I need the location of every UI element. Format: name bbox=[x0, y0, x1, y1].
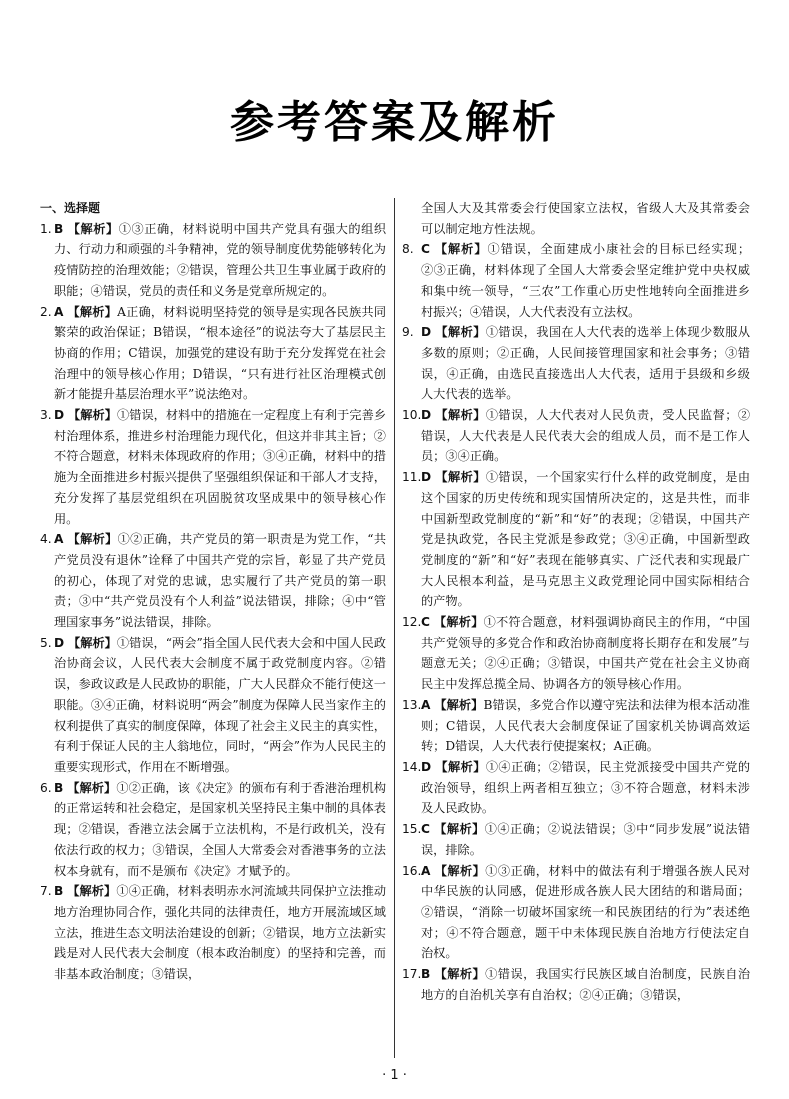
answer-item bbox=[402, 695, 750, 757]
answer-letter: A bbox=[421, 863, 431, 878]
answer-letter: B bbox=[54, 884, 64, 899]
continued-text: 全国人大及其常委会行使国家立法权，省级人大及其常委会可以制定地方性法规。 bbox=[421, 201, 750, 236]
right-column bbox=[402, 198, 750, 1005]
item-number: 14. bbox=[402, 759, 422, 774]
right-answer-list bbox=[402, 239, 750, 1005]
item-number: 7. bbox=[40, 884, 52, 899]
answer-item bbox=[402, 819, 750, 860]
item-number: 16. bbox=[402, 863, 422, 878]
answer-item bbox=[40, 302, 386, 406]
answer-letter: D bbox=[421, 325, 432, 340]
analysis-tag: 【解析】 bbox=[434, 242, 488, 257]
analysis-tag: 【解析】 bbox=[435, 408, 486, 423]
answer-letter: C bbox=[421, 615, 430, 630]
answer-letter: A bbox=[421, 697, 431, 712]
analysis-text: ①错误，我国实行民族区域自治制度，民族自治地方的自治机关享有自治权；②④正确；③错误， bbox=[421, 967, 751, 1002]
analysis-tag: 【解析】 bbox=[434, 615, 484, 630]
answer-item bbox=[402, 964, 750, 1005]
analysis-text: ①错误，人大代表对人民负责，受人民监督；②错误，人大代表是人民代表大会的组成人员，而不是工作人员；③④正确。 bbox=[421, 408, 751, 464]
analysis-tag: 【解析】 bbox=[67, 304, 118, 319]
answer-letter: C bbox=[421, 822, 430, 837]
analysis-tag: 【解析】 bbox=[435, 470, 486, 485]
section-heading: 一、选择题 bbox=[40, 201, 101, 215]
page-title: 参考答案及解析 bbox=[230, 97, 559, 148]
analysis-text: ①不符合题意，材料强调协商民主的作用，“中国共产党领导的多党合作和政治协商制度将长期存在和发展”与题意无关；②④正确；③错误，中国共产党在社会主义协商民主中发挥总揽全局、协调各方的领导核心作用。 bbox=[421, 615, 751, 692]
analysis-tag: 【解析】 bbox=[434, 697, 484, 712]
analysis-text: ①③正确，材料中的做法有利于增强各族人民对中华民族的认同感，促进形成各族人民大团结的和谐局面；②错误，“消除一切破坏国家统一和民族团结的行为”表述绝对；④不符合题意，题干中未体现民族自治地方行使法定自治权。 bbox=[421, 863, 751, 961]
item-number: 3. bbox=[40, 408, 52, 423]
answer-letter: B bbox=[54, 221, 64, 236]
answer-letter: B bbox=[421, 967, 431, 982]
item-number: 6. bbox=[40, 780, 52, 795]
item-number: 5. bbox=[40, 635, 52, 650]
answer-letter: D bbox=[421, 408, 432, 423]
answer-item bbox=[402, 239, 750, 322]
analysis-text: ①错误，“两会”指全国人民代表大会和中国人民政治协商会议，人民代表大会制度不属于政党制度内容。②错误，参政议政是人民政协的职能，广大人民群众不能行使这一职能。③④正确，材料说明“两会”制度为保障人民当家作主的权利提供了真实的制度保障，体现了社会主义民主的真实性，有利于保证人民的主人翁地位，同时，“两会”作为人民民主的重要实现形式，作用在不断增强。 bbox=[54, 635, 386, 774]
answer-item bbox=[402, 467, 750, 612]
item-number: 11. bbox=[402, 470, 422, 485]
analysis-text: A正确，材料说明坚持党的领导是实现各民族共同繁荣的政治保证；B错误，“根本途径”的说法夸大了基层民主协商的作用；C错误，加强党的建设有助于充分发挥党在社会治理中的领导核心作用；D错误，“只有进行社区治理模式创新才能提升基层治理水平”说法绝对。 bbox=[54, 304, 387, 402]
column-divider bbox=[394, 198, 395, 1058]
answer-letter: A bbox=[54, 532, 64, 547]
answer-item bbox=[402, 322, 750, 405]
item-number: 15. bbox=[402, 822, 422, 837]
analysis-tag: 【解析】 bbox=[434, 822, 485, 837]
analysis-tag: 【解析】 bbox=[434, 967, 486, 982]
analysis-text: ①③正确，材料说明中国共产党具有强大的组织力、行动力和顽强的斗争精神，党的领导制度优势能够转化为疫情防控的治理效能；②错误，管理公共卫生事业属于政府的职能；④错误，党员的责任和义务是党章所规定的。 bbox=[54, 221, 387, 298]
answer-letter: D bbox=[54, 635, 65, 650]
analysis-tag: 【解析】 bbox=[435, 759, 486, 774]
answer-letter: D bbox=[421, 470, 432, 485]
page-number: · 1 · bbox=[382, 1068, 407, 1083]
analysis-tag: 【解析】 bbox=[67, 780, 117, 795]
item-number: 8. bbox=[402, 242, 414, 257]
analysis-tag: 【解析】 bbox=[68, 635, 117, 650]
answer-letter: B bbox=[54, 780, 64, 795]
item-number: 17. bbox=[402, 967, 422, 982]
answer-letter: D bbox=[421, 759, 432, 774]
analysis-tag: 【解析】 bbox=[67, 884, 117, 899]
answer-item bbox=[40, 219, 386, 302]
answer-item bbox=[40, 633, 386, 778]
answer-item bbox=[40, 778, 386, 882]
analysis-text: ①②正确，该《决定》的颁布有利于香港治理机构的正常运转和社会稳定，是国家机关坚持民主集中制的具体表现；②错误，香港立法会属于立法机构，不是行政机关，没有依法行政的权力；③错误，全国人大常委会对香港事务的立法权本身就有，而不是颁布《决定》才赋予的。 bbox=[54, 780, 387, 878]
analysis-text: B错误，多党合作以遵守宪法和法律为根本活动准则；C错误，人民代表大会制度保证了国家机关协调高效运转；D错误，人大代表行使提案权；A正确。 bbox=[421, 697, 750, 754]
answer-item bbox=[40, 881, 386, 985]
analysis-text: ①错误，一个国家实行什么样的政党制度，是由这个国家的历史传统和现实国情所决定的，这是共性，而非中国新型政党制度的“新”和“好”的表现；②错误，中国共产党是执政党，各民主党派是参政党；③④正确，中国新型政党制度的“新”和“好”表现在能够真实、广泛代表和实现最广大人民根本利益，是马克思主义政党理论同中国实际相结合的产物。 bbox=[421, 470, 751, 609]
item-number: 13. bbox=[402, 697, 422, 712]
answer-letter: D bbox=[54, 408, 65, 423]
answer-item bbox=[40, 405, 386, 529]
analysis-text: ①错误，全面建成小康社会的目标已经实现；②③正确，材料体现了全国人大常委会坚定维护党中央权威和集中统一领导，“三农”工作重心历史性地转向全面推进乡村振兴；④错误，人大代表没有立法权。 bbox=[421, 242, 751, 319]
item-number: 12. bbox=[402, 615, 422, 630]
answer-item bbox=[402, 612, 750, 695]
analysis-text: ①②正确，共产党员的第一职责是为党工作，“共产党员没有退休”诠释了中国共产党的宗旨，彰显了共产党员的初心，体现了对党的忠诚，忠实履行了共产党员的第一职责；③中“共产党员没有个人利益”说法错误，排除；④中“管理国家事务”说法错误，排除。 bbox=[54, 532, 387, 630]
analysis-text: ①④正确；②错误，民主党派接受中国共产党的政治领导，组织上两者相互独立；③不符合题意，材料未涉及人民政协。 bbox=[421, 759, 751, 816]
answer-item bbox=[402, 861, 750, 965]
left-column bbox=[40, 198, 386, 985]
analysis-text: ①错误，我国在人大代表的选举上体现少数服从多数的原则；②正确，人民间接管理国家和社会事务；③错误，④正确，由选民直接选出人大代表，适用于县级和乡级人大代表的选举。 bbox=[421, 325, 751, 402]
analysis-tag: 【解析】 bbox=[434, 863, 486, 878]
item-number: 4. bbox=[40, 532, 52, 547]
answer-item bbox=[40, 529, 386, 633]
answer-letter: C bbox=[421, 242, 430, 257]
answer-item bbox=[402, 405, 750, 467]
item-number: 2. bbox=[40, 304, 52, 319]
item-number: 9. bbox=[402, 325, 414, 340]
item-number: 10. bbox=[402, 408, 422, 423]
analysis-text: ①④正确；②说法错误；③中“同步发展”说法错误，排除。 bbox=[421, 822, 751, 857]
analysis-text: ①错误，材料中的措施在一定程度上有利于完善乡村治理体系，推进乡村治理能力现代化，但这并非其主旨；②不符合题意，材料未体现政府的作用；③④正确，材料中的措施为全面推进乡村振兴提供了坚强组织保证和干部人才支持，充分发挥了基层党组织在巩固脱贫攻坚成果中的领导核心作用。 bbox=[54, 408, 387, 526]
analysis-tag: 【解析】 bbox=[67, 532, 118, 547]
analysis-tag: 【解析】 bbox=[435, 325, 486, 340]
left-answer-list bbox=[40, 219, 386, 985]
item-number: 1. bbox=[40, 221, 52, 236]
answer-item bbox=[402, 757, 750, 819]
answer-letter: A bbox=[54, 304, 64, 319]
analysis-text: ①④正确，材料表明赤水河流域共同保护立法推动地方治理协同合作，强化共同的法律责任，地方开展流域区域立法，推进生态文明法治建设的创新；②错误，地方立法新实践是对人民代表大会制度（根本政治制度）的坚持和完善，而非基本政治制度；③错误， bbox=[54, 884, 387, 982]
analysis-tag: 【解析】 bbox=[67, 221, 119, 236]
analysis-tag: 【解析】 bbox=[68, 408, 117, 423]
